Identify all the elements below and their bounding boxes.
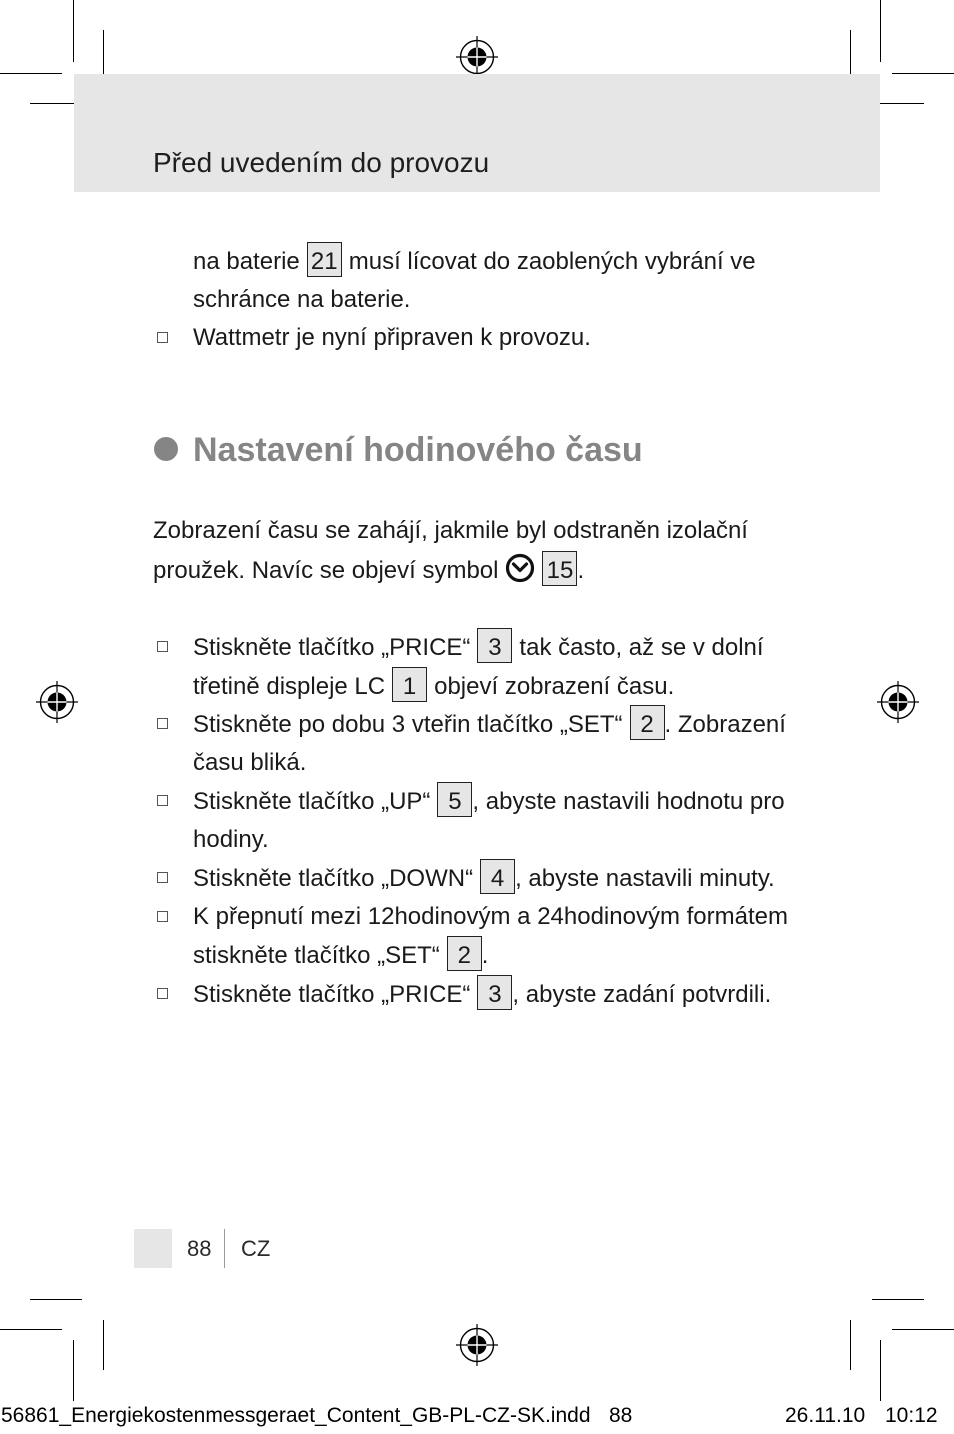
text-span: objeví zobrazení času. xyxy=(434,672,675,700)
square-bullet-icon xyxy=(157,718,168,729)
text-span: Stiskněte tlačítko „PRICE“ xyxy=(193,980,471,1008)
reference-number: 2 xyxy=(630,705,665,740)
step-line xyxy=(193,744,306,782)
intro-line xyxy=(153,551,584,589)
text-span: Stiskněte tlačítko „DOWN“ xyxy=(193,865,474,892)
reference-number: 3 xyxy=(477,975,512,1010)
language-code: CZ xyxy=(241,1236,271,1261)
step-line xyxy=(193,319,591,357)
reference-number: 4 xyxy=(480,859,515,894)
reference-number: 2 xyxy=(447,936,482,971)
text-span: K přepnutí mezi 12hodinovým a 24hodinovým formátem xyxy=(193,902,788,930)
intro-line xyxy=(153,512,748,550)
square-bullet-icon xyxy=(157,332,168,343)
registration-mark-icon xyxy=(455,35,499,79)
text-span: , abyste nastavili hodnotu pro xyxy=(472,788,785,815)
square-bullet-icon xyxy=(157,872,168,883)
text-span: na baterie xyxy=(193,248,300,275)
text-span: času bliká. xyxy=(193,748,307,776)
reference-number: 5 xyxy=(437,782,472,817)
square-bullet-icon xyxy=(157,911,168,922)
text-span: Zobrazení času se zahájí, jakmile byl odstraněn izolační xyxy=(153,517,748,544)
slug-page: 88 xyxy=(609,1404,633,1427)
registration-mark-icon xyxy=(455,1323,499,1367)
slug-time: 10:12 xyxy=(885,1404,938,1427)
slug-date: 26.11.10 xyxy=(785,1404,866,1427)
footer-divider xyxy=(224,1229,225,1268)
text-span: Stiskněte po dobu 3 vteřin tlačítko „SET“ xyxy=(193,711,623,738)
text-span: proužek. Navíc se objeví symbol xyxy=(153,556,499,584)
step-line xyxy=(193,898,788,936)
text-span: . xyxy=(481,942,489,969)
page-number-box xyxy=(134,1229,172,1268)
registration-mark-icon xyxy=(876,680,920,724)
reference-number: 3 xyxy=(477,628,512,663)
text-span: , abyste nastavili minuty. xyxy=(515,865,775,892)
reference-number: 21 xyxy=(307,242,342,277)
step-line xyxy=(193,859,775,897)
text-span: stiskněte tlačítko „SET“ xyxy=(193,942,440,969)
step-line xyxy=(193,821,269,859)
step-line xyxy=(193,782,785,820)
page-header-title: Před uvedením do provozu xyxy=(153,147,490,178)
step-line xyxy=(193,705,786,743)
text-span: tak často, až se v dolní xyxy=(519,634,764,661)
continuation-line xyxy=(193,281,410,319)
text-span: třetině displeje LC xyxy=(193,672,386,700)
text-span: musí lícovat do zaoblených vybrání ve xyxy=(348,248,756,275)
text-span: , abyste zadání potvrdili. xyxy=(512,980,772,1008)
text-span: schránce na baterie. xyxy=(193,285,411,313)
reference-number: 1 xyxy=(392,667,427,702)
page-number: 88 xyxy=(187,1236,212,1261)
step-line xyxy=(193,975,771,1013)
registration-mark-icon xyxy=(35,680,79,724)
square-bullet-icon xyxy=(157,988,168,999)
text-span: . xyxy=(577,556,585,584)
text-span: Stiskněte tlačítko „PRICE“ xyxy=(193,634,471,661)
continuation-line xyxy=(193,242,756,280)
clock-icon xyxy=(505,553,535,583)
step-line xyxy=(193,667,674,705)
step-line xyxy=(193,936,488,974)
text-span: Stiskněte tlačítko „UP“ xyxy=(193,788,431,815)
section-heading: Nastavení hodinového času xyxy=(193,431,643,469)
step-line xyxy=(193,628,764,666)
square-bullet-icon xyxy=(157,795,168,806)
slug-filename: 56861_Energiekostenmessgeraet_Content_GB-PL-CZ-SK.indd xyxy=(1,1404,591,1427)
text-span: . Zobrazení xyxy=(664,711,786,738)
square-bullet-icon xyxy=(157,641,168,652)
reference-number: 15 xyxy=(542,551,577,586)
circle-bullet-icon xyxy=(154,437,178,461)
text-span: hodiny. xyxy=(193,825,269,853)
text-span: Wattmetr je nyní připraven k provozu. xyxy=(193,324,591,351)
